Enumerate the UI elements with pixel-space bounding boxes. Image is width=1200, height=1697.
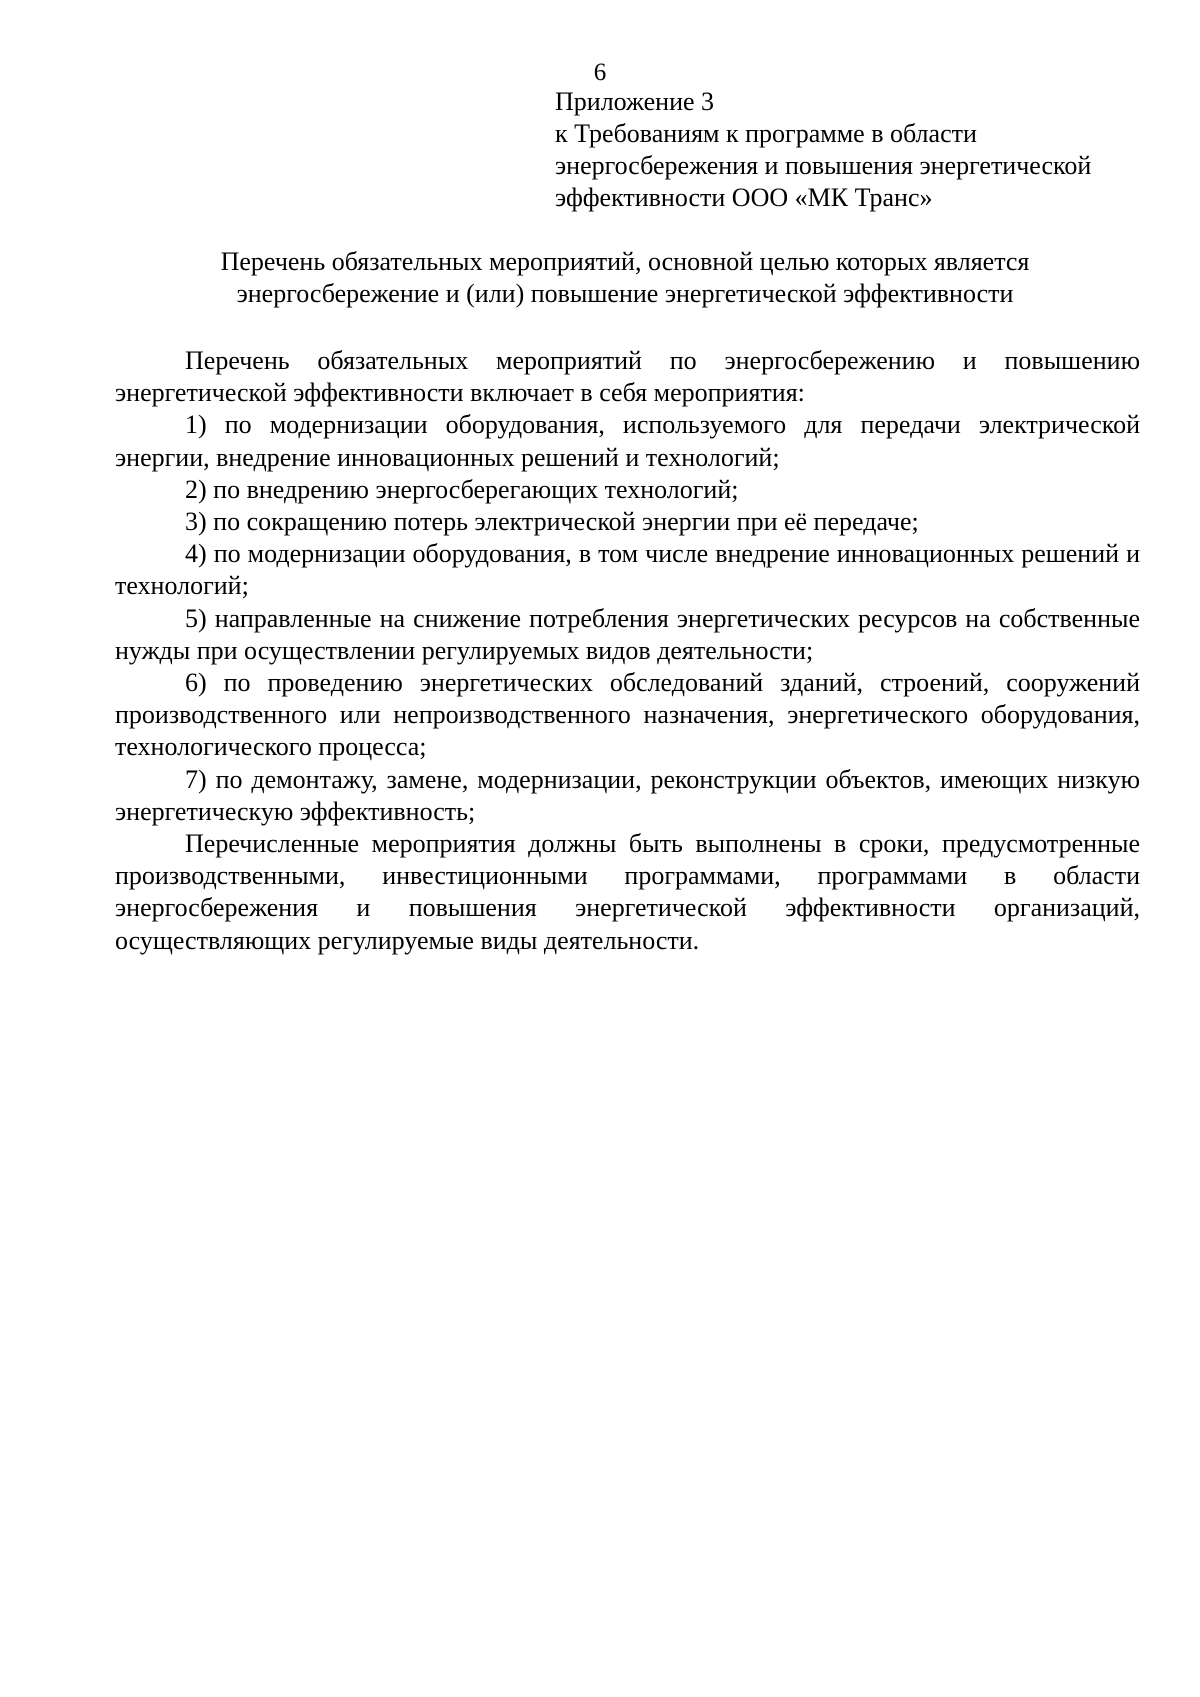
page-number: 6 [593,59,607,86]
intro-paragraph: Перечень обязательных мероприятий по энергосбережению и повышению энергетической эффективности включает в себя мероприятия: [115,346,1140,408]
list-item: 5) направленные на снижение потребления энергетических ресурсов на собственные нужды при осуществлении регулируемых видов деятельности; [115,603,1140,665]
list-item: 6) по проведению энергетических обследований зданий, строений, сооружений производственного или непроизводственного назначения, энергетического оборудования, технологического процесса; [115,668,1140,762]
title-line: Перечень обязательных мероприятий, основной целью которых является [220,247,1030,276]
list-item: 1) по модернизации оборудования, используемого для передачи электрической энергии, внедрение инновационных решений и технологий; [115,410,1140,472]
document-body [115,345,1140,957]
appendix-reference-line: к Требованиям к программе в области [555,119,977,148]
appendix-reference-line: энергосбережения и повышения энергетической [555,151,1092,180]
list-item: 3) по сокращению потерь электрической энергии при её передаче; [185,507,919,537]
document-title [100,246,1150,310]
list-item: 4) по модернизации оборудования, в том числе внедрение инновационных решений и технологий; [115,539,1140,601]
appendix-title: Приложение 3 [555,87,715,116]
conclusion-paragraph: Перечисленные мероприятия должны быть выполнены в сроки, предусмотренные производственными, инвестиционными программами, программами в области энергосбережения и повышения энергетической эффективности организаций, осуществляющих регулируемые виды деятельности. [115,829,1140,955]
list-item: 7) по демонтажу, замене, модернизации, реконструкции объектов, имеющих низкую энергетическую эффективность; [115,764,1140,826]
list-item: 2) по внедрению энергосберегающих технологий; [185,474,739,504]
appendix-header [555,86,1155,214]
appendix-reference-line: эффективности ООО «МК Транс» [555,183,933,212]
title-line: энергосбережение и (или) повышение энергетической эффективности [236,279,1014,308]
